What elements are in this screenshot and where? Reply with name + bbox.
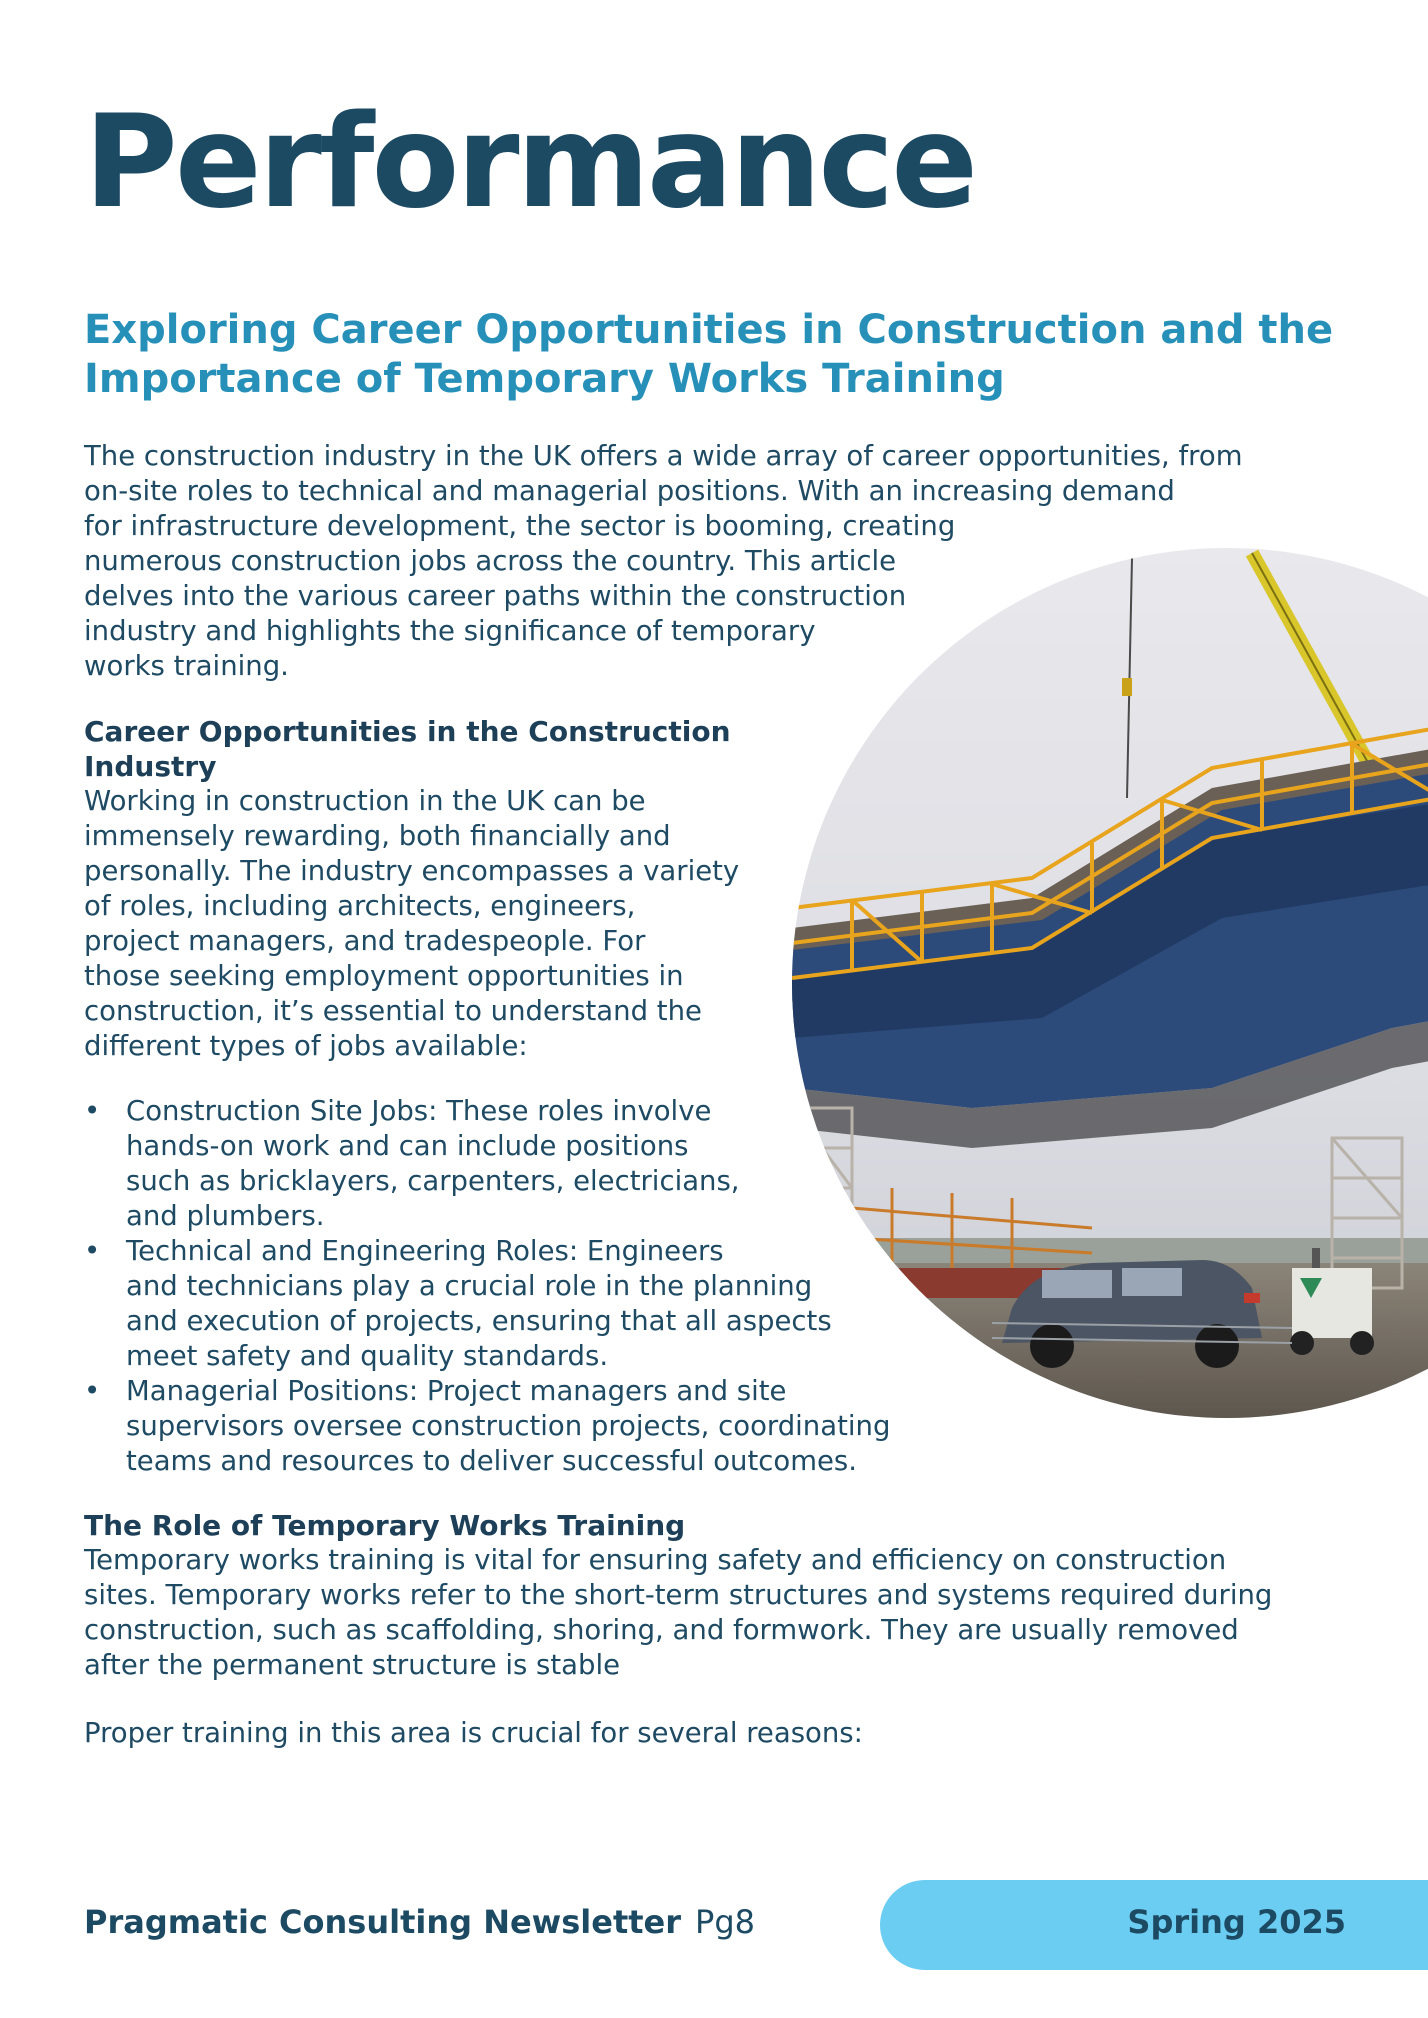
list-item-line: and execution of projects, ensuring that all aspects bbox=[126, 1305, 832, 1337]
career-heading-line: Career Opportunities in the Construction bbox=[84, 715, 731, 748]
list-item-line: and plumbers. bbox=[126, 1200, 325, 1232]
list-item-line: meet safety and quality standards. bbox=[126, 1340, 609, 1372]
career-line: Working in construction in the UK can be bbox=[84, 785, 646, 817]
temporary-works-line: after the permanent structure is stable bbox=[84, 1649, 621, 1681]
career-line: those seeking employment opportunities in bbox=[84, 960, 684, 992]
career-line: different types of jobs available: bbox=[84, 1030, 528, 1062]
newsletter-name: Pragmatic Consulting Newsletter bbox=[84, 1903, 682, 1941]
footer-newsletter bbox=[84, 1902, 755, 1942]
subtitle-line: Importance of Temporary Works Training bbox=[84, 356, 1005, 402]
list-item-line: and technicians play a crucial role in the planning bbox=[126, 1270, 813, 1302]
temporary-works-heading: The Role of Temporary Works Training bbox=[84, 1509, 686, 1542]
reasons-intro: Proper training in this area is crucial for several reasons: bbox=[84, 1717, 863, 1749]
list-item-line: Technical and Engineering Roles: Engineers bbox=[126, 1235, 724, 1267]
page-title: Performance bbox=[84, 88, 976, 237]
intro-line: delves into the various career paths within the construction bbox=[84, 580, 907, 612]
bullet-glyph: • bbox=[84, 1375, 101, 1407]
intro-line: The construction industry in the UK offers a wide array of career opportunities, from bbox=[84, 440, 1243, 472]
intro-line: for infrastructure development, the sector is booming, creating bbox=[84, 510, 956, 542]
intro-paragraph bbox=[84, 439, 1334, 684]
list-item-line: supervisors oversee construction projects, coordinating bbox=[126, 1410, 891, 1442]
temporary-works-line: construction, such as scaffolding, shoring, and formwork. They are usually removed bbox=[84, 1614, 1239, 1646]
footer-season-label: Spring 2025 bbox=[1127, 1903, 1346, 1941]
temporary-works-line: Temporary works training is vital for ensuring safety and efficiency on construction bbox=[84, 1544, 1227, 1576]
career-heading-line: Industry bbox=[84, 750, 217, 783]
list-item-line: hands-on work and can include positions bbox=[126, 1130, 689, 1162]
subtitle-line: Exploring Career Opportunities in Construction and the bbox=[84, 307, 1334, 353]
temporary-works-paragraph bbox=[84, 1543, 1374, 1683]
intro-line: industry and highlights the significance of temporary bbox=[84, 615, 816, 647]
list-item bbox=[84, 1094, 984, 1234]
page-number: Pg8 bbox=[695, 1903, 755, 1941]
career-line: of roles, including architects, engineers, bbox=[84, 890, 636, 922]
career-line: personally. The industry encompasses a variety bbox=[84, 855, 740, 887]
intro-line: works training. bbox=[84, 650, 289, 682]
career-section bbox=[84, 714, 784, 1064]
career-heading bbox=[84, 714, 784, 784]
intro-line: numerous construction jobs across the country. This article bbox=[84, 545, 897, 577]
list-item-line: Managerial Positions: Project managers and site bbox=[126, 1375, 787, 1407]
career-line: construction, it’s essential to understand the bbox=[84, 995, 702, 1027]
list-item bbox=[84, 1374, 984, 1479]
list-item-line: such as bricklayers, carpenters, electricians, bbox=[126, 1165, 740, 1197]
job-types-list bbox=[84, 1094, 984, 1479]
list-item-line: teams and resources to deliver successful outcomes. bbox=[126, 1445, 857, 1477]
list-item-line: Construction Site Jobs: These roles involve bbox=[126, 1095, 712, 1127]
bullet-glyph: • bbox=[84, 1235, 101, 1267]
temporary-works-section bbox=[84, 1508, 1374, 1683]
career-line: project managers, and tradespeople. For bbox=[84, 925, 646, 957]
list-item bbox=[84, 1234, 984, 1374]
intro-line: on-site roles to technical and managerial positions. With an increasing demand bbox=[84, 475, 1175, 507]
career-paragraph bbox=[84, 784, 784, 1064]
bullet-glyph: • bbox=[84, 1095, 101, 1127]
career-line: immensely rewarding, both financially and bbox=[84, 820, 671, 852]
temporary-works-line: sites. Temporary works refer to the short-term structures and systems required during bbox=[84, 1579, 1273, 1611]
